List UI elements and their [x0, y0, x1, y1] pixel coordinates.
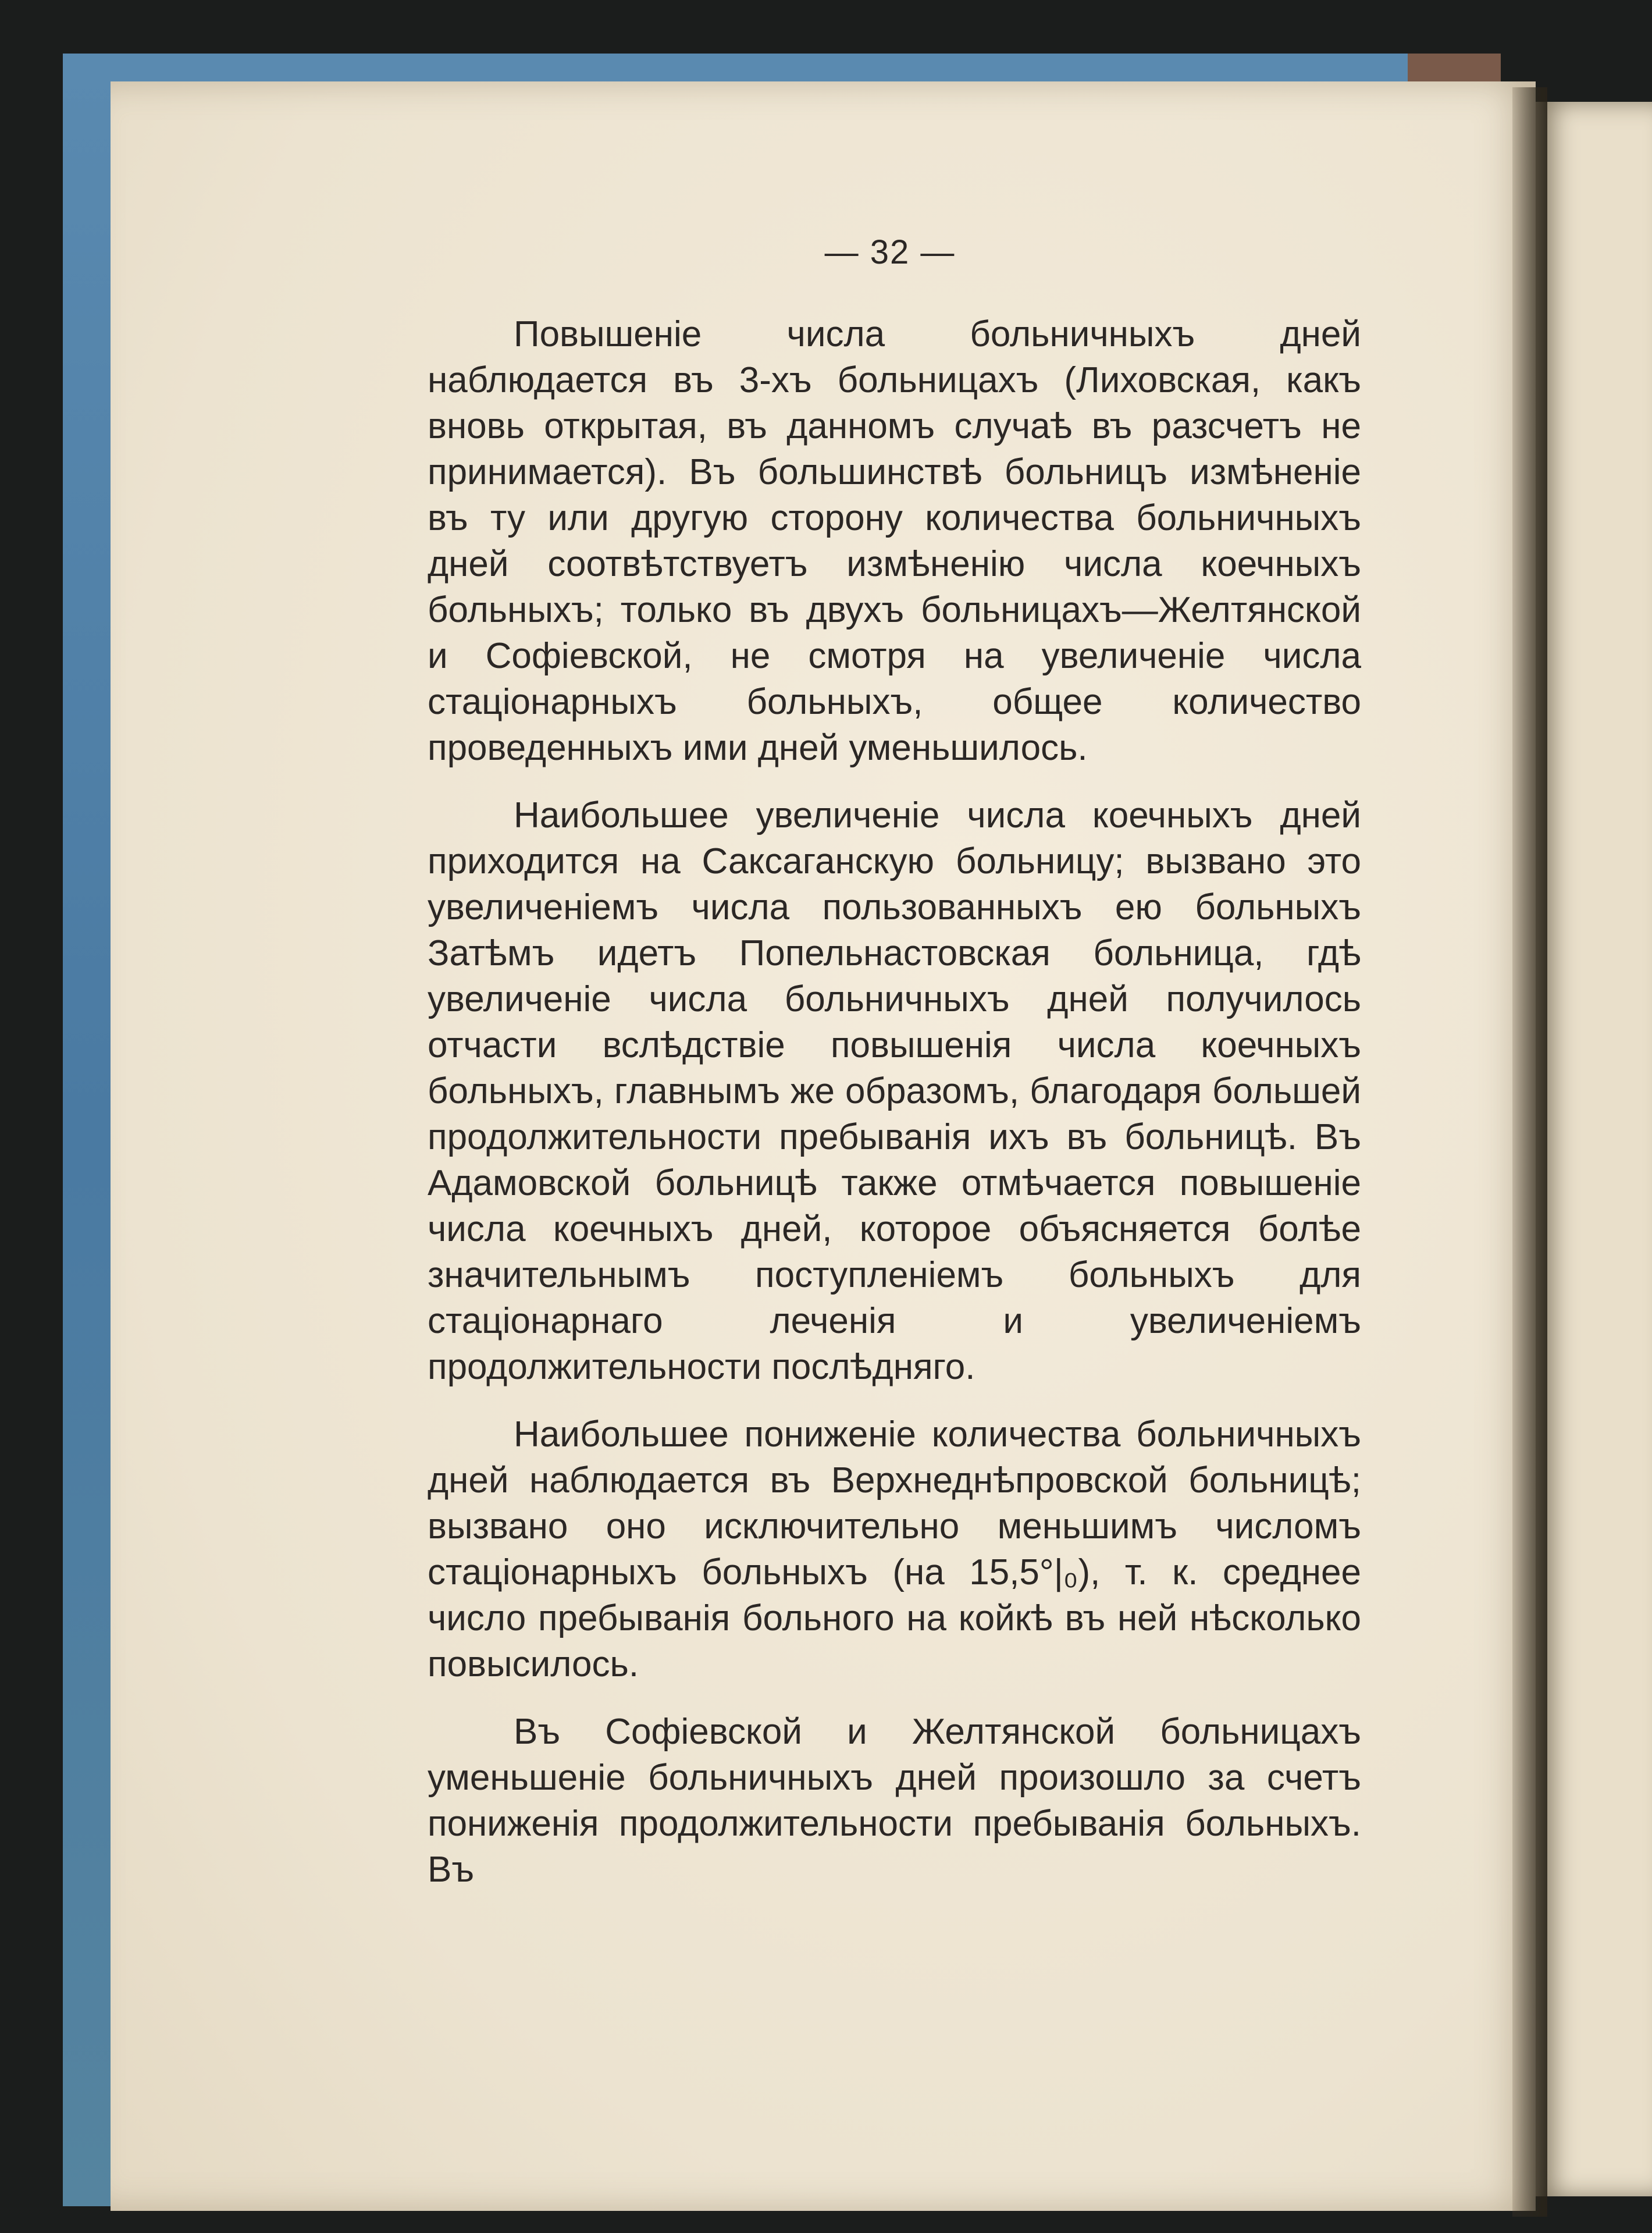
- facing-page: [1536, 102, 1652, 2196]
- page-body: [428, 311, 1361, 1914]
- paragraph-4: Въ Софіевской и Желтянской больницахъ уменьшеніе больничныхъ дней произошло за счетъ пониженія продолжительности пребыванія больныхъ. Въ: [428, 1712, 1361, 1890]
- page-number: [774, 233, 1006, 272]
- paragraph-1: Повышеніе числа больничныхъ дней наблюдается въ 3-хъ больницахъ (Лиховская, какъ вновь открытая, въ данномъ случаѣ въ разсчетъ не принимается). Въ большинствѣ больницъ измѣненіе въ ту или другую сторону количества больничныхъ дней соотвѣтствуетъ измѣненію числа коечныхъ больныхъ; только въ двухъ больницахъ—Желтянской и Софіевской, не смотря на увеличеніе числа стаціонарныхъ больныхъ, общее количество проведенныхъ ими дней уменьшилось.: [428, 314, 1361, 768]
- paragraph-2: Наибольшее увеличеніе числа коечныхъ дней приходится на Саксаганскую больницу; вызвано это увеличеніемъ числа пользованныхъ ею больныхъ Затѣмъ идетъ Попельнастовская больница, гдѣ увеличеніе числа больничныхъ дней получилось отчасти вслѣдствіе повышенія числа коечныхъ больныхъ, главнымъ же образомъ, благодаря большей продолжительности пребыванія ихъ въ больницѣ. Въ Адамовской больницѣ также отмѣчается повышеніе числа коечныхъ дней, которое объясняется болѣе значительнымъ поступленіемъ больныхъ для стаціонарнаго леченія и увеличеніемъ продолжительности послѣдняго.: [428, 795, 1361, 1387]
- page-gutter: [1512, 87, 1547, 2217]
- paragraph-3: Наибольшее пониженіе количества больничныхъ дней наблюдается въ Верхнеднѣпровской больницѣ; вызвано оно исключительно меньшимъ числомъ стаціонарныхъ больныхъ (на 15,5°|₀), т. к. среднее число пребыванія больного на койкѣ въ ней нѣсколько повысилось.: [428, 1414, 1361, 1684]
- page-number-text: — 32 —: [824, 233, 956, 271]
